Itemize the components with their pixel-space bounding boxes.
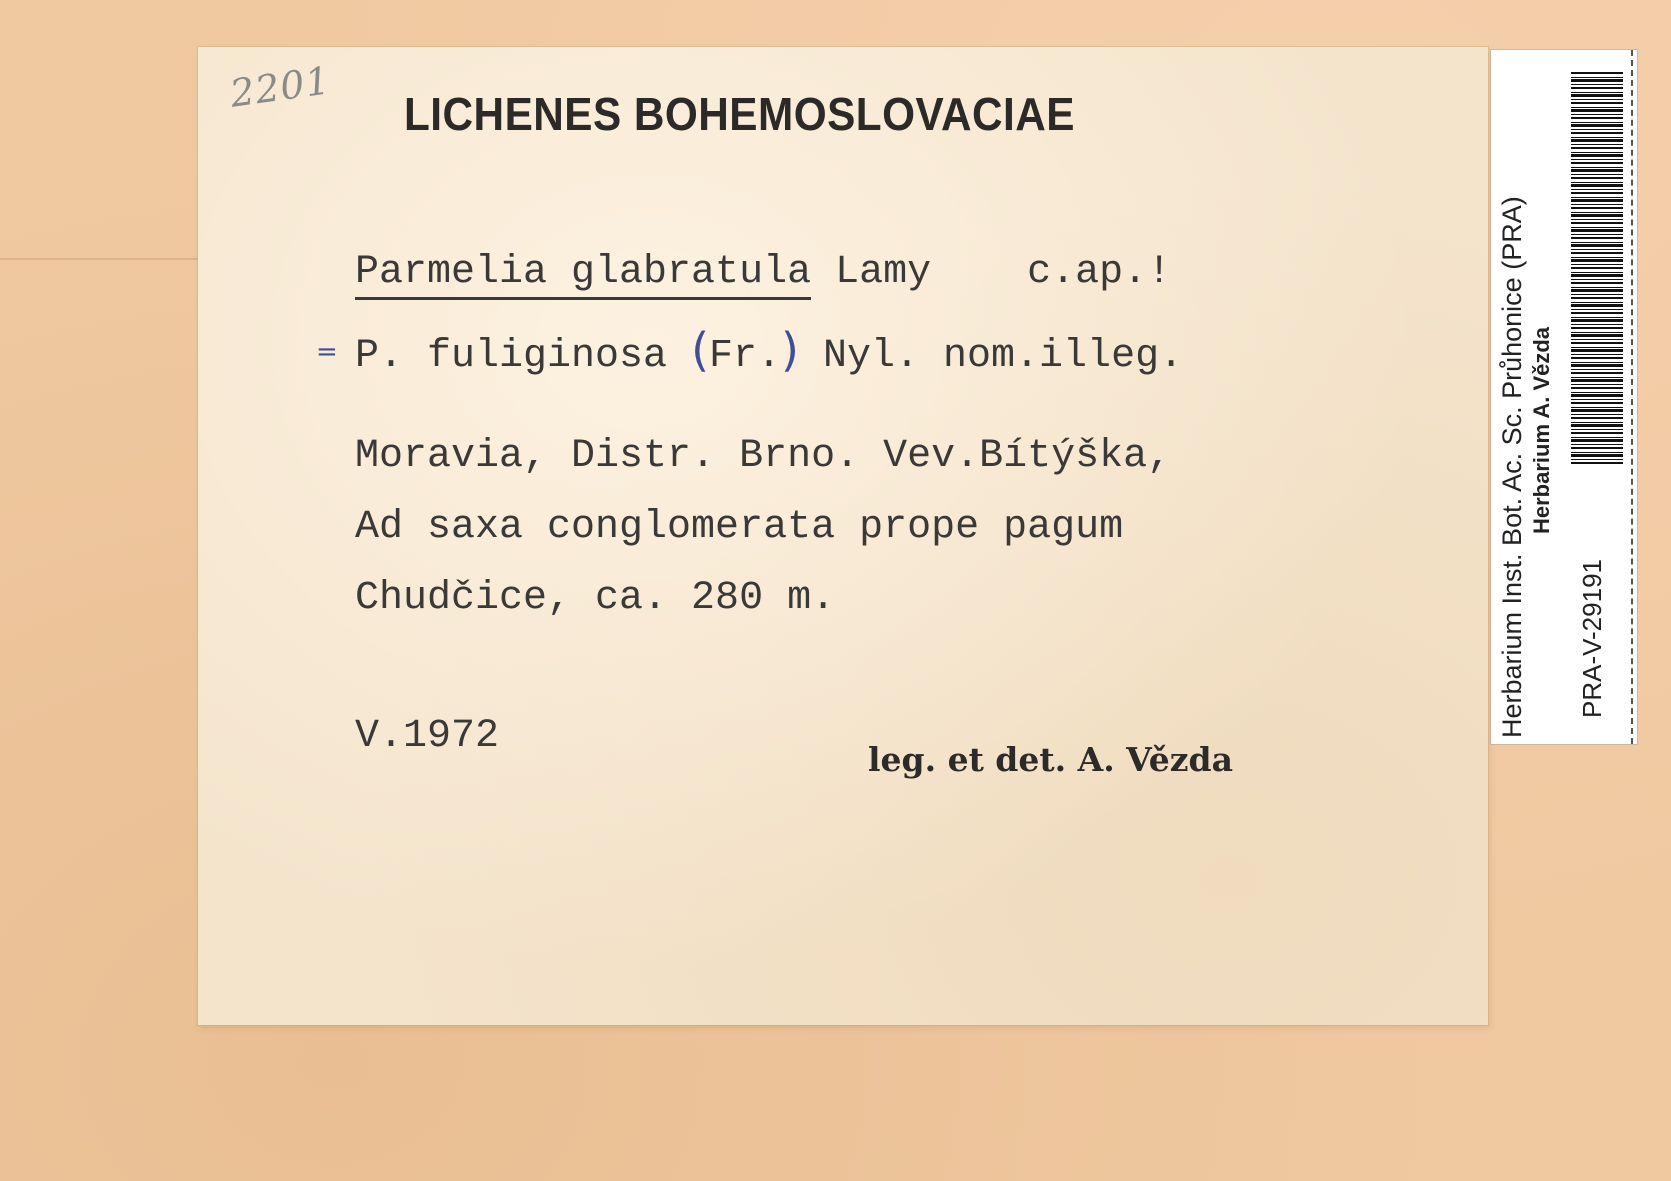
- herbarium-collection: Herbarium A. Vězda: [1529, 326, 1554, 534]
- locality-line: Chudčice, ca. 280 m.: [355, 576, 836, 621]
- specimen-id: PRA-V-29191: [1577, 559, 1607, 718]
- synonym-mark: =: [316, 337, 338, 367]
- locality-line: Moravia, Distr. Brno. Vev.Bítýška,: [355, 434, 1172, 479]
- synonym-basionym-author: Fr.: [709, 334, 782, 379]
- synonym-paren-open: (: [691, 323, 710, 377]
- envelope-fold-line: [0, 258, 205, 260]
- synonym-name: P. fuliginosa: [355, 334, 668, 379]
- dashed-cut-line: [1631, 50, 1633, 744]
- specimen-label: [198, 47, 1488, 1025]
- series-title: LICHENES BOHEMOSLOVACIAE: [404, 88, 1075, 140]
- species-line: [355, 250, 1171, 295]
- collector: leg. et det. A. Vězda: [868, 740, 1233, 779]
- herbarium-strip: [1491, 50, 1637, 744]
- pencil-number: 2201: [227, 58, 334, 116]
- species-name: Parmelia glabratula: [355, 250, 811, 300]
- synonym-line: [355, 323, 1183, 379]
- herbarium-institution: Herbarium Inst. Bot. Ac. Sc. Průhonice (PRA): [1497, 196, 1527, 738]
- barcode: [1571, 72, 1623, 464]
- species-author: Lamy: [835, 250, 932, 295]
- locality-line: Ad saxa conglomerata prope pagum: [355, 505, 1124, 550]
- collection-date: V.1972: [355, 714, 500, 759]
- herbarium-strip-content: [1491, 50, 1637, 744]
- synonym-author: Nyl. nom.illeg.: [823, 334, 1184, 379]
- species-note: c.ap.!: [1027, 250, 1172, 295]
- synonym-paren-close: ): [781, 323, 799, 377]
